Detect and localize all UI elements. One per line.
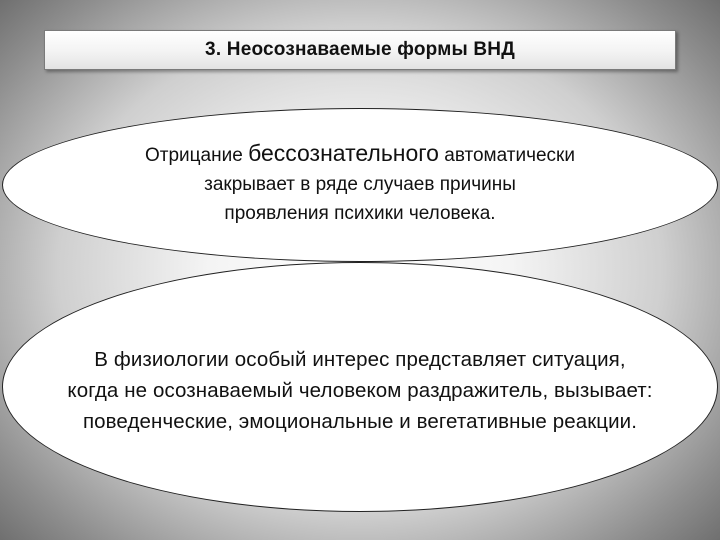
- top-ellipse-line-3: проявления психики человека.: [224, 202, 496, 224]
- bottom-ellipse: [2, 262, 718, 512]
- top-ellipse-text: [145, 139, 575, 228]
- bottom-ellipse-text: [67, 344, 652, 437]
- top-ellipse-line-2: закрывает в ряде случаев причины: [204, 173, 516, 195]
- slide-title-box: [44, 30, 676, 70]
- top-ellipse-line-1-end: автоматически: [438, 144, 575, 166]
- bottom-ellipse-line-1: В физиологии особый интерес представляет ситуация,: [94, 347, 626, 371]
- bottom-ellipse-line-3: поведенческие, эмоциональные и вегетативные реакции.: [82, 409, 638, 433]
- slide-title: 3. Неосознаваемые формы ВНД: [205, 39, 515, 60]
- top-ellipse-line-1: [145, 139, 575, 170]
- bottom-ellipse-line-2: когда не осознаваемый человеком раздражитель, вызывает:: [67, 378, 653, 402]
- emphasized-word: бессознательного: [248, 139, 439, 166]
- top-ellipse: [2, 108, 718, 262]
- top-ellipse-line-1-start: Отрицание: [145, 144, 249, 166]
